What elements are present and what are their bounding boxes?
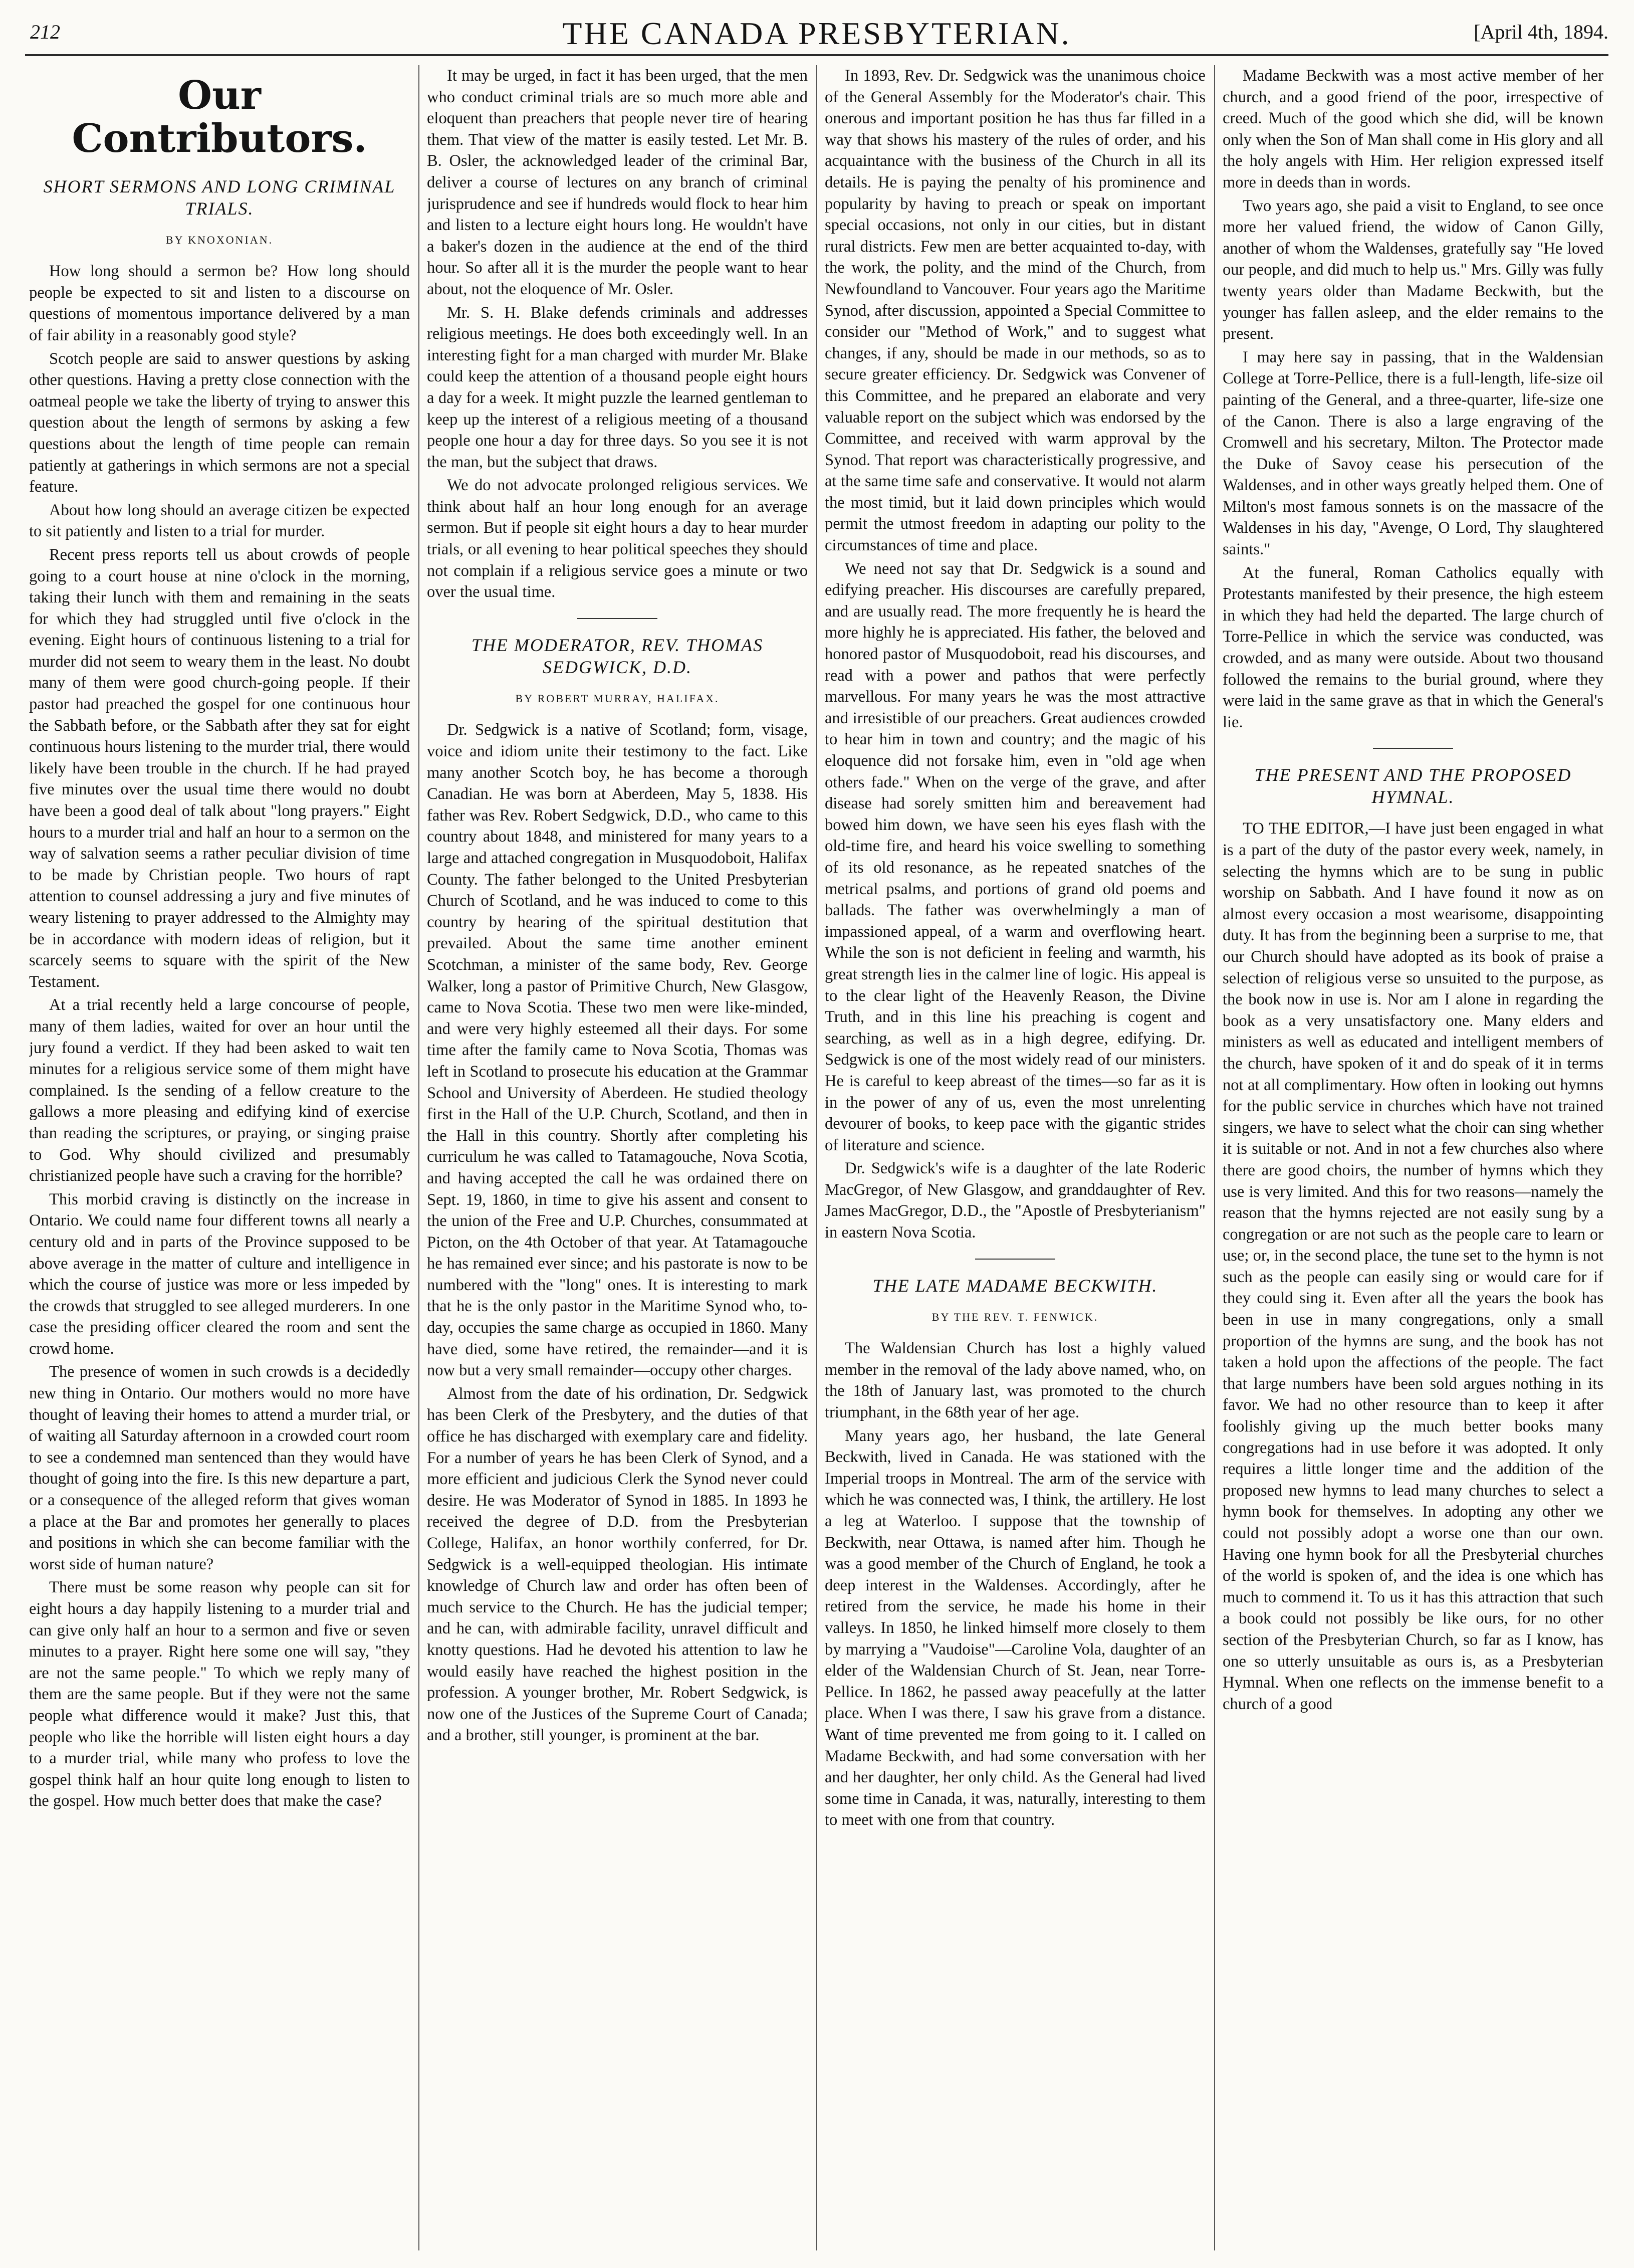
paragraph: We do not advocate prolonged religious services. We think about half an hour long enough for an average sermon. But if people sit eight hours a day to hear murder trials, or all evening to hear political speeches they should not complain if a religious service goes a minute or two over the usual time. xyxy=(427,476,808,601)
paragraph: Dr. Sedgwick is a native of Scotland; form, visage, voice and idiom unite their testimony to the fact. Like many another Scotch boy, he has become a thorough Canadian. He was born at Aberdeen, May 5, 1838. His father was Rev. Robert Sedgwick, D.D., who came to this country about 1848, and ministered for many years to a large and attached congregation in Musquodoboit, Halifax County. The father belonged to the United Presbyterian Church of Scotland, and he was induced to come to this country by hearing of the spiritual destitution that prevailed. About the same time another eminent Scotchman, a minister of the same body, Rev. George Walker, long a pastor of Primitive Church, New Glasgow, came to Nova Scotia. These two men were like-minded, and were very highly esteemed all their days. For some time after the family came to Nova Scotia, Thomas was left in Scotland to prosecute his education at the Grammar School and University of Aberdeen. He studied theology first in the Hall of the U.P. Church, Scotland, and then in the Hall in this country. Shortly after completing his curriculum he was called to Tatamagouche, Nova Scotia, and having accepted the call he was ordained there on Sept. 19, 1860, in time to give his assent and consent to the union of the Free and U.P. Churches, consummated at Picton, on the 4th October of that year. At Tatamagouche he has remained ever since; and his pastorate is now to be numbered with the "long" ones. It is interesting to mark that he is the only pastor in the Maritime Synod who, to-day, occupies the same charge as occupied in 1860. Many have died, some have retired, the remainder—and it is now but a very small remainder—occupy other charges. xyxy=(427,721,808,1380)
masthead: THE CANADA PRESBYTERIAN. xyxy=(562,16,1071,51)
article-divider xyxy=(975,1259,1055,1260)
article-title-beckwith: THE LATE MADAME BECKWITH. xyxy=(872,1275,1158,1296)
column-4 xyxy=(1223,65,1603,2250)
paragraph: About how long should an average citizen be expected to sit patiently and listen to a trial for murder. xyxy=(29,501,410,541)
paragraph: Two years ago, she paid a visit to England, to see once more her valued friend, the widow of Canon Gilly, another of whom the Waldenses, gratefully say "He loved our people, and did much to help us." Mrs. Gilly was fully twenty years older than Madame Beckwith, but the younger has fallen asleep, and the elder remains to the present. xyxy=(1223,196,1603,343)
column-2 xyxy=(427,65,808,2250)
paragraph: At the funeral, Roman Catholics equally with Protestants manifested by their presence, the high esteem in which they had held the departed. The large church of Torre-Pellice in which the service was conducted, was crowded, and as many were outside. About two thousand followed the remains to the burial ground, where they were laid in the same grave as that in which the General's lie. xyxy=(1223,563,1603,731)
paragraph: This morbid craving is distinctly on the increase in Ontario. We could name four different towns all nearly a century old and in parts of the Province supposed to be above average in the matter of culture and intelligence in which the course of justice was more or less impeded by the crowds that struggled to see alleged murderers. In one case the presiding officer cleared the room and sent the crowd home. xyxy=(29,1190,410,1358)
paragraph: Many years ago, her husband, the late General Beckwith, lived in Canada. He was stationed with the Imperial troops in Montreal. The arm of the service with which he was connected was, I think, the artillery. He lost a leg at Waterloo. I suppose that the township of Beckwith, near Ottawa, is named after him. Though he was a good member of the Church of England, he took a deep interest in the Waldenses. Accordingly, after he retired from the service, he made his home in their valleys. In 1850, he linked himself more closely to them by marrying a "Vaudoise"—Caroline Vola, daughter of an elder of the Waldensian Church of St. Jean, near Torre-Pellice. In 1862, he passed away peacefully at the latter place. When I was there, I saw his grave from a distance. Want of time prevented me from going to it. I called on Madame Beckwith, and had some conversation with her and her daughter, her only child. As the General had lived some time in Canada, it was, naturally, interesting to them to meet with one from that country. xyxy=(825,1426,1206,1829)
paragraph: Almost from the date of his ordination, Dr. Sedgwick has been Clerk of the Presbytery, and the duties of that office he has discharged with exemplary care and fidelity. For a number of years he has been Clerk of Synod, and a more efficient and judicious Clerk the Synod never could desire. He was Moderator of Synod in 1885. In 1893 he received the degree of D.D. from the Presbyterian College, Halifax, an honor worthily conferred, for Dr. Sedgwick is a well-equipped theologian. His intimate knowledge of Church law and order has often been of much service to the Church. He has the judicial temper; and he can, with admirable facility, unravel difficult and knotty questions. Had he devoted his attention to law he would easily have reached the highest position in the profession. A younger brother, Mr. Robert Sedgwick, is now one of the Justices of the Supreme Court of Canada; and a brother, still younger, is prominent at the bar. xyxy=(427,1384,808,1745)
paragraph: It may be urged, in fact it has been urged, that the men who conduct criminal trials are so much more able and eloquent than preachers that people never tire of hearing them. That view of the matter is easily tested. Let Mr. B. B. Osler, the acknowledged leader of the criminal Bar, deliver a course of lectures on any branch of criminal jurisprudence and see if hundreds would flock to hear him and listen to a lecture eight hours long. He wouldn't have a baker's dozen in the audience at the end of the third hour. So after all it is the murder the people want to hear about, not the eloquence of Mr. Osler. xyxy=(427,67,808,298)
byline-moderator: BY ROBERT MURRAY, HALIFAX. xyxy=(515,692,720,705)
byline-beckwith: BY THE REV. T. FENWICK. xyxy=(931,1310,1099,1323)
paragraph: The Waldensian Church has lost a highly valued member in the removal of the lady above named, who, on the 18th of January last, was promoted to the church triumphant, in the 68th year of her age. xyxy=(825,1339,1206,1422)
paragraph: In 1893, Rev. Dr. Sedgwick was the unanimous choice of the General Assembly for the Moderator's chair. This onerous and important position he has thus far filled in a way that shows his mastery of the rules of order, and his acquaintance with the business of the Church in all its details. He is paying the penalty of his prominence and popularity by having to preach or speak on important special occasions, not only in our cities, but in distant rural districts. Few men are better acquainted to-day, with the work, the polity, and the mind of the Church, from Newfoundland to Vancouver. Four years ago the Maritime Synod, after discussion, appointed a Special Committee to consider our "Method of Work," and to suggest what changes, if any, should be made in our methods, so as to secure greater efficiency. Dr. Sedgwick was Convener of this Committee, and he prepared an elaborate and very valuable report on the subject which was endorsed by the Committee, and received with warm approval by the Synod. That report was characteristically progressive, and at the same time safe and conservative. It would not alarm the most timid, but it laid down principles which would permit the utmost freedom in adapting our polity to the circumstances of time and place. xyxy=(825,67,1206,555)
paragraph: We need not say that Dr. Sedgwick is a sound and edifying preacher. His discourses are carefully prepared, and are usually read. The more frequently he is heard the more highly he is appreciated. His father, the beloved and honored pastor of Musquodoboit, read his discourses, and read with a power and pathos that were perfectly marvellous. For many years he was the most attractive and irresistible of our preachers. Great audiences crowded to hear him in town and country; and the magic of his eloquence did not forsake him, even in "old age when others fade." When on the verge of the grave, and after disease had sorely smitten him and bereavement had bowed him down, we have seen his eyes flash with the old-time fire, and heard his voice swelling to something of its old resonance, as he repeated snatches of the metrical psalms, and portions of grand old poems and ballads. The father was overwhelmingly a man of impassioned appeal, of a warm and overflowing heart. While the son is not deficient in feeling and warmth, his great strength lies in the calmer line of logic. His appeal is to the clear light of the Heavenly Reason, the Divine Truth, and in this line his preaching is cogent and searching, as well as in a high degree, edifying. Dr. Sedgwick is one of the most widely read of our ministers. He is careful to keep abreast of the times—so far as it is in the power of any of us, even the most unrelenting devourer of books, to keep pace with the gigantic strides of literature and science. xyxy=(825,559,1206,1154)
column-rule xyxy=(418,65,419,2250)
article-title-hymnal: THE PRESENT AND THE PROPOSED HYMNAL. xyxy=(1254,765,1572,807)
paragraph: I may here say in passing, that in the Waldensian College at Torre-Pellice, there is a full-length, life-size oil painting of the General, and a three-quarter, life-size one of the Canon. There is also a large engraving of the Cromwell and his secretary, Milton. The Protector made the Duke of Savoy cease his persecution of the Waldenses, and in other ways greatly helped them. One of Milton's most famous sonnets is on the massacre of the Waldenses in his day, "Avenge, O Lord, Thy slaughtered saints." xyxy=(1223,348,1603,559)
paragraph: There must be some reason why people can sit for eight hours a day happily listening to a murder trial and can give only half an hour to a sermon and five or seven minutes to a prayer. Right here some one will say, "they are not the same people." To which we reply many of them are the same people. But if they were not the same people what difference would it make? Just this, that people who like the horrible will listen eight hours a day to a murder trial, while many who profess to love the gospel think half an hour quite long enough to listen to the gospel. How much better does that make the case? xyxy=(29,1578,410,1810)
paragraph: TO THE EDITOR,—I have just been engaged in what is a part of the duty of the pastor every week, namely, in selecting the hymns which are to be sung in public worship on Sabbath. And I have found it now as on almost every occasion a most wearisome, disappointing duty. It has from the beginning been a surprise to me, that our Church should have adopted as its book of praise a selection of religious verse so unsuited to the purpose, as the book now in use is. Nor am I alone in regarding the book as a very unsatisfactory one. Many elders and ministers as well as educated and intelligent members of the church, have spoken of it and do speak of it in terms not at all complimentary. How often in looking out hymns for the public service in churches which have not trained singers, we have to select what the choir can sing whether it is suitable or not. And in not a few churches also where there are good choirs, the number of hymns which they use is very limited. And this for two reasons—namely the reason that the hymns rejected are not easily sung by a congregation or are not such as the people care to learn or use; or, in the second place, the tune set to the hymn is not such as the people can easily sing or would care for if they could sing it. Even after all the years the book has been in use in many congregations, only a small proportion of the hymns are sung, and the book has not taken a hold upon the affections of the people. The fact that large numbers have been sold argues nothing in its favor. We had no other resource than to keep it after foolishly giving up the much better books many congregations had in use before it was adopted. It only requires a little longer time and the addition of the proposed new hymns to lead many churches to select a hymn book for themselves. In adopting any other we could not possibly adopt a worse one than our own. Having one hymn book for all the Presbyterial churches of the world is spoken of, and the idea is one which has much to commend it. To us it has this attraction that such a book could not possibly be like ours, for no other section of the Presbyterian Church, so far as I know, has one so utterly unsuitable as ours is, as a Presbyterian Hymnal. When one reflects on the immense benefit to a church of a good xyxy=(1223,819,1603,1713)
paragraph: The presence of women in such crowds is a decidedly new thing in Ontario. Our mothers would no more have thought of leaving their homes to attend a murder trial, or of waiting all Saturday afternoon in a crowded court room to see a condemned man sentenced than they would have thought of going into the fire. Is this new departure a part, or a consequence of the alleged reform that gives woman a place at the Bar and promotes her generally to places and positions in which she can become familiar with the worst side of human nature? xyxy=(29,1363,410,1573)
article-title-sermons: SHORT SERMONS AND LONG CRIMINAL TRIALS. xyxy=(43,176,396,219)
issue-date: [April 4th, 1894. xyxy=(1474,21,1608,43)
paragraph: Recent press reports tell us about crowds of people going to a court house at nine o'clock in the morning, taking their lunch with them and remaining in the seats for which they had struggled until five o'clock in the evening. Eight hours of continuous listening to a trial for murder did not seem to weary them in the least. No doubt many of them were good church-going people. If their pastor had preached the gospel for one continuous hour the Sabbath before, or the Sabbath after they sat for eight continuous hours listening to the murder trial, there would likely have been trouble in the church. If he had prayed five minutes over the usual time there would no doubt have been a good deal of talk about "long prayers." Eight hours to a murder trial and half an hour to a sermon on the way of salvation seems a rather peculiar division of time to be made by Christian people. Two hours of rapt attention to counsel addressing a jury and five minutes of weary listening to prayer addressed to the Almighty may be in accordance with modern ideas of religion, but it scarcely seems to square with the spirit of the New Testament. xyxy=(29,545,410,991)
paragraph: Madame Beckwith was a most active member of her church, and a good friend of the poor, irrespective of creed. Much of the good which she did, will be known only when the Son of Man shall come in His glory and all the holy angels with Him. Her religion expressed itself more in deeds than in words. xyxy=(1223,67,1603,191)
byline-sermons: BY KNOXONIAN. xyxy=(165,233,274,246)
paragraph: Dr. Sedgwick's wife is a daughter of the late Roderic MacGregor, of New Glasgow, and granddaughter of Rev. James MacGregor, D.D., the "Apostle of Presbyterianism" in eastern Nova Scotia. xyxy=(825,1159,1206,1242)
article-divider xyxy=(1373,748,1453,749)
column-rule xyxy=(816,65,817,2250)
paragraph: Mr. S. H. Blake defends criminals and addresses religious meetings. He does both exceedingly well. In an interesting fight for a man charged with murder Mr. Blake could keep the attention of a thousand people eight hours a day for a week. It might puzzle the learned gentleman to keep up the interest of a religious meeting of a thousand people one hour a day for three days. So you see it is not the man, but the subject that draws. xyxy=(427,303,808,471)
column-3 xyxy=(825,65,1206,2250)
section-heading: Our Contributors. xyxy=(72,73,367,161)
page-number: 212 xyxy=(30,21,60,43)
paragraph: How long should a sermon be? How long should people be expected to sit and listen to a discourse on questions of momentous importance delivered by a man of fair ability in a reasonably good style? xyxy=(29,262,410,344)
article-divider xyxy=(577,618,657,619)
article-title-moderator: THE MODERATOR, REV. THOMAS SEDGWICK, D.D. xyxy=(471,635,764,677)
column-1 xyxy=(29,65,410,2250)
page-header xyxy=(25,8,1608,56)
paragraph: Scotch people are said to answer questions by asking other questions. Having a pretty close connection with the oatmeal people we take the liberty of trying to answer this question about the length of sermons by asking a few questions about the length of time people can remain patiently at gatherings in which sermons are not a special feature. xyxy=(29,349,410,496)
column-rule xyxy=(1214,65,1215,2250)
paragraph: At a trial recently held a large concourse of people, many of them ladies, waited for over an hour until the jury found a verdict. If they had been asked to wait ten minutes for a religious service some of them might have complained. Is the sending of a fellow creature to the gallows a more pleasing and edifying kind of exercise than reading the scriptures, or praying, or singing praise to God. Why should civilized and presumably christianized people have such a craving for the horrible? xyxy=(29,996,410,1185)
